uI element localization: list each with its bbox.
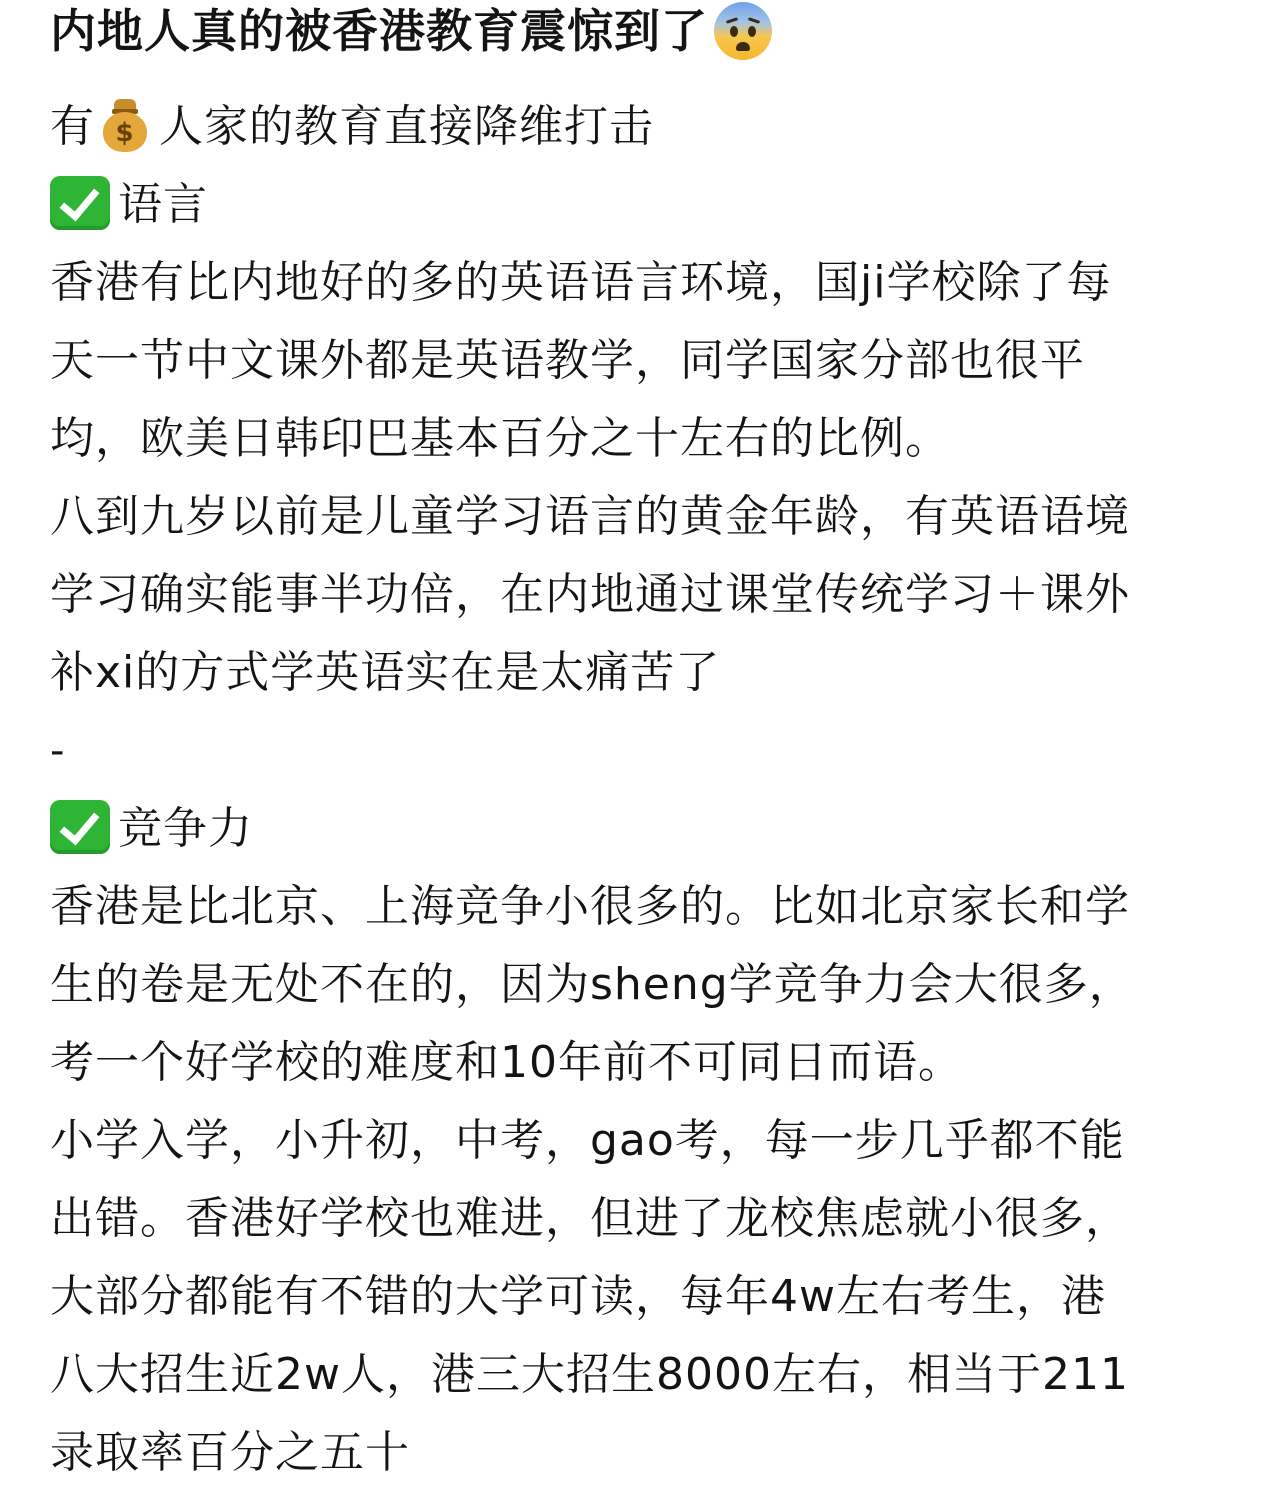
money-bag-icon: $: [103, 97, 147, 153]
paragraph-line: 八大招生近2w人，港三大招生8000左右，相当于211: [50, 1349, 1129, 1400]
paragraph-line: 天一节中文课外都是英语教学，同学国家分部也很平: [50, 335, 1085, 386]
section-heading-text: 语言: [118, 179, 208, 230]
paragraph-line: 香港是比北京、上海竞争小很多的。比如北京家长和学: [50, 881, 1130, 932]
check-mark-button-icon: [50, 176, 110, 230]
paragraph-line: 香港有比内地好的多的英语语言环境，国ji学校除了每: [50, 257, 1112, 308]
check-mark-button-icon: [50, 800, 110, 854]
paragraph-line: 学习确实能事半功倍，在内地通过课堂传统学习＋课外: [50, 569, 1130, 620]
paragraph-line: 小学入学，小升初，中考，gao考，每一步几乎都不能: [50, 1115, 1125, 1166]
paragraph-line: 补xi的方式学英语实在是太痛苦了: [50, 647, 721, 698]
intro-text-after: 人家的教育直接降维打击: [159, 101, 654, 152]
post-title: [50, 0, 772, 62]
paragraph-line: 生的卷是无处不在的，因为sheng学竞争力会大很多，: [50, 959, 1134, 1010]
section-separator: -: [50, 728, 65, 774]
fearful-face-icon: [714, 2, 772, 60]
paragraph-line: 出错。香港好学校也难进，但进了龙校焦虑就小很多，: [50, 1193, 1130, 1244]
paragraph-line: 考一个好学校的难度和10年前不可同日而语。: [50, 1037, 963, 1088]
intro-line: [50, 88, 654, 166]
post-title-text: 内地人真的被香港教育震惊到了: [50, 4, 708, 58]
section-heading-competitiveness: [50, 790, 253, 868]
paragraph-line: 录取率百分之五十: [50, 1427, 410, 1478]
section-heading-language: [50, 166, 208, 244]
paragraph-line: 大部分都能有不错的大学可读，每年4w左右考生，港: [50, 1271, 1106, 1322]
paragraph-line: 均，欧美日韩印巴基本百分之十左右的比例。: [50, 413, 950, 464]
section-heading-text: 竞争力: [118, 803, 253, 854]
paragraph-line: 八到九岁以前是儿童学习语言的黄金年龄，有英语语境: [50, 491, 1130, 542]
intro-text-before: 有: [50, 101, 95, 152]
